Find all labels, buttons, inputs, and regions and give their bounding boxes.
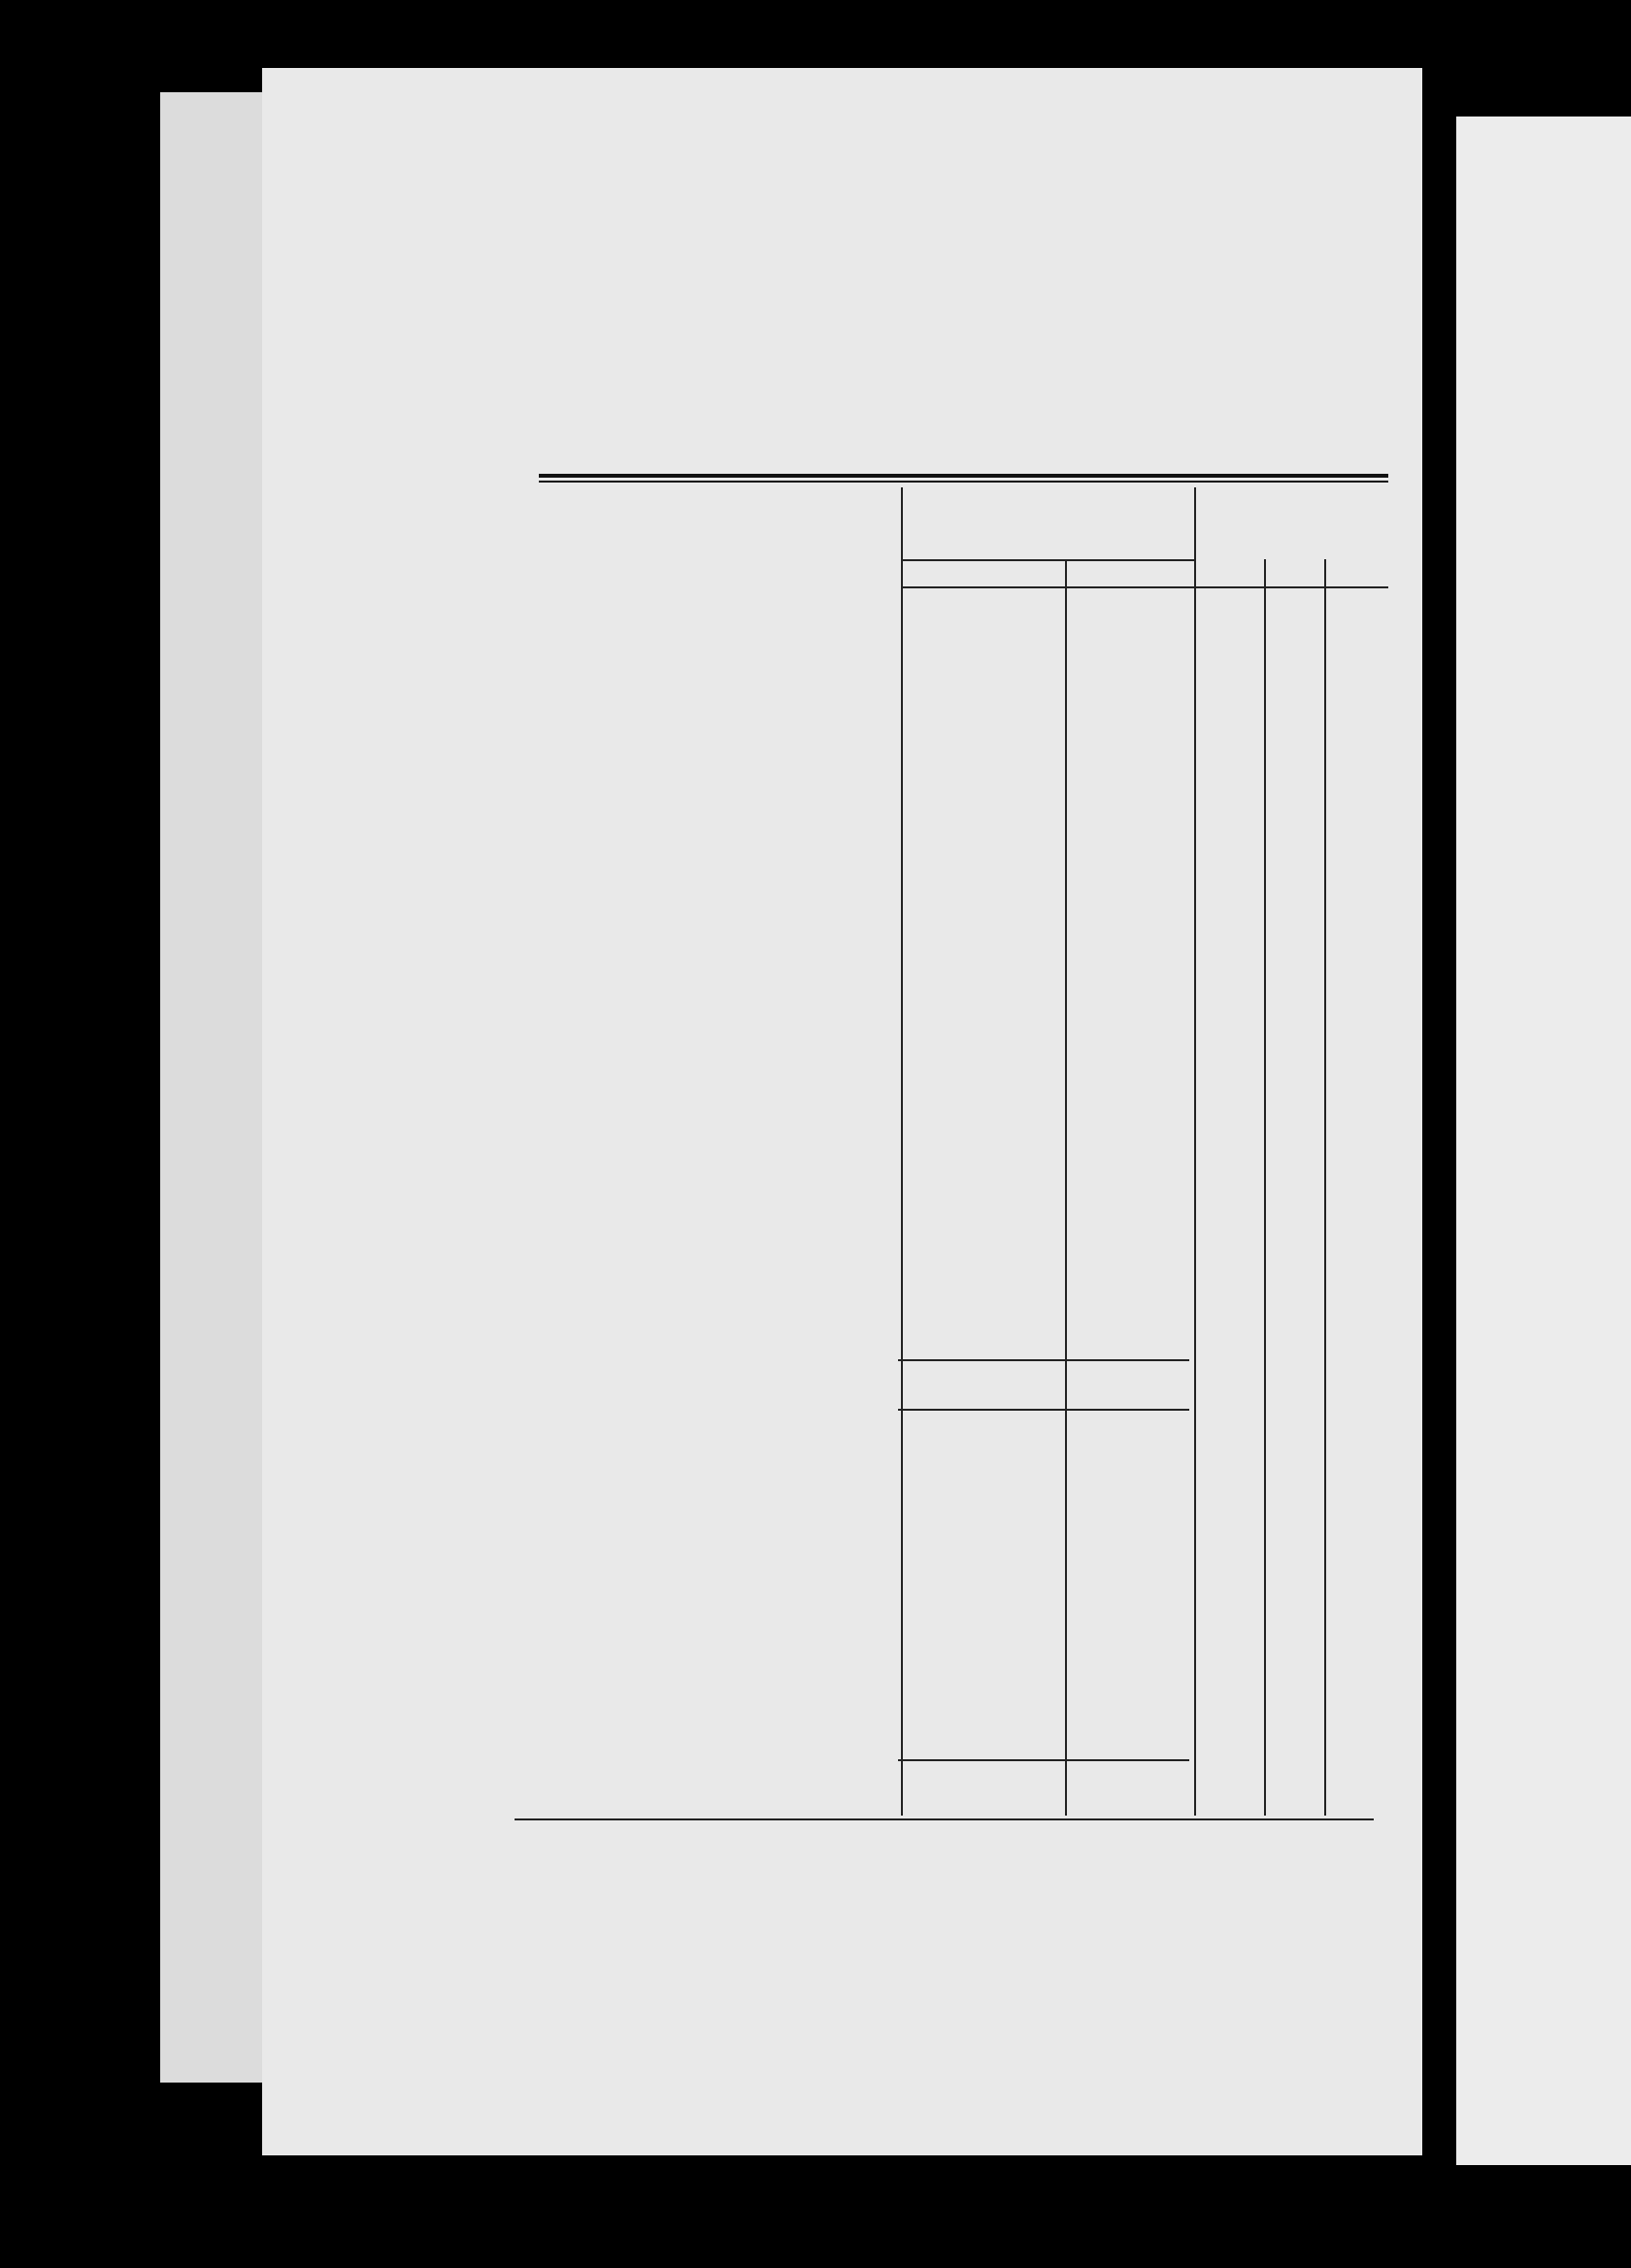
col-line-2 <box>1065 559 1067 1816</box>
top-rule <box>539 474 1388 478</box>
col-line-4 <box>1264 559 1266 1816</box>
col-line-5 <box>1324 559 1326 1816</box>
subheader-divider <box>903 586 1388 588</box>
col-line-1 <box>901 487 903 1816</box>
book-page <box>262 68 1422 2155</box>
top-rule-thin <box>539 481 1388 483</box>
col-line-3 <box>1194 487 1196 1816</box>
subtotal-rule-1b <box>898 1409 1189 1411</box>
subtotal-rule-2 <box>898 1759 1189 1761</box>
header-divider <box>903 559 1194 561</box>
book-left-edge <box>160 92 272 2083</box>
right-page <box>1456 117 1631 2165</box>
subtotal-rule-1 <box>898 1359 1189 1361</box>
bottom-rule <box>515 1818 1374 1820</box>
